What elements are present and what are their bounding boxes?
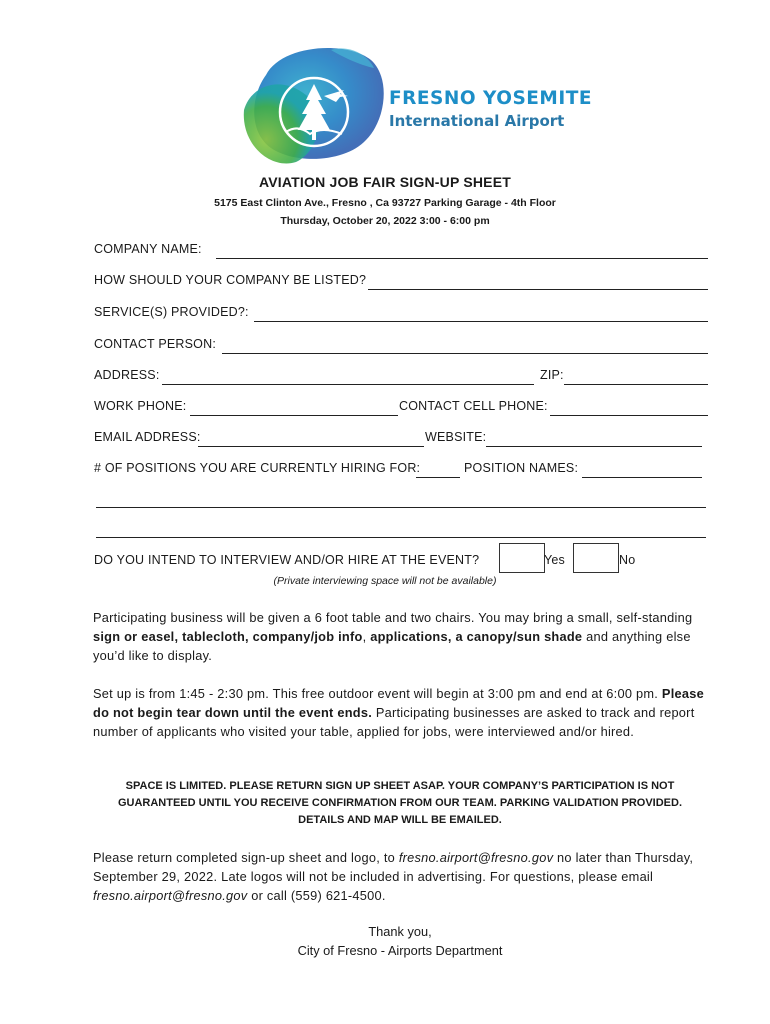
return-text-mid: no later than Thursday, September 29, 2022. Late logos will not be included in advertising. For questions, please email <box>93 850 694 884</box>
contact-person-row <box>94 337 708 357</box>
return-paragraph <box>93 848 707 905</box>
table-info-text: Participating business will be given a 6 foot table and two chairs. You may bring a small, self-standing <box>93 610 693 625</box>
table-info-bold-items-2: applications, a canopy/sun shade <box>370 629 583 644</box>
yes-label: Yes <box>544 553 565 567</box>
website-field[interactable] <box>486 446 702 447</box>
company-name-field[interactable] <box>216 258 708 259</box>
services-field[interactable] <box>254 321 708 322</box>
no-label: No <box>619 553 636 567</box>
zip-field[interactable] <box>564 384 708 385</box>
positions-row <box>94 461 708 481</box>
interview-row <box>94 553 708 573</box>
no-checkbox[interactable] <box>573 543 619 573</box>
cell-phone-label: CONTACT CELL PHONE: <box>399 399 548 413</box>
position-names-field[interactable] <box>582 477 702 478</box>
position-names-extra-line-2[interactable] <box>96 537 706 538</box>
positions-count-field[interactable] <box>416 477 460 478</box>
services-label: SERVICE(S) PROVIDED?: <box>94 305 249 319</box>
work-phone-field[interactable] <box>190 415 398 416</box>
return-text: Please return completed sign-up sheet and logo, to <box>93 850 399 865</box>
address-row <box>94 368 708 388</box>
phone-row <box>94 399 708 419</box>
airport-logo <box>236 40 596 170</box>
yes-checkbox[interactable] <box>499 543 545 573</box>
table-info-text-end: and anything else you’d like to display. <box>93 629 691 663</box>
position-names-label: POSITION NAMES: <box>464 461 579 475</box>
watercolor-tree-emblem-icon <box>236 40 396 170</box>
return-text-end: or call (559) 621-4500. <box>247 888 386 903</box>
event-datetime: Thursday, October 20, 2022 3:00 - 6:00 pm <box>280 215 490 227</box>
notice-block <box>90 778 710 829</box>
cell-phone-field[interactable] <box>550 415 708 416</box>
page-title: AVIATION JOB FAIR SIGN-UP SHEET <box>258 174 511 190</box>
company-listing-row <box>94 273 708 293</box>
notice-line-3: DETAILS AND MAP WILL BE EMAILED. <box>298 814 502 826</box>
contact-person-field[interactable] <box>222 353 708 354</box>
setup-text-end: Participating businesses are asked to track and report number of applicants who visited your table, applied for jobs, were interviewed and/or hired. <box>93 705 695 739</box>
company-listing-label: HOW SHOULD YOUR COMPANY BE LISTED? <box>94 273 367 287</box>
teardown-warning: Please do not begin tear down until the event ends. <box>93 686 704 720</box>
notice-line-2: GUARANTEED UNTIL YOU RECEIVE CONFIRMATION FROM OUR TEAM. PARKING VALIDATION PROVIDED. <box>117 797 683 809</box>
questions-email-link[interactable]: fresno.airport@fresno.gov <box>93 888 248 903</box>
table-info-bold-items: sign or easel, tablecloth, company/job info <box>93 629 363 644</box>
contact-person-label: CONTACT PERSON: <box>94 337 216 351</box>
thank-you: Thank you, <box>368 924 432 939</box>
table-info-sep: , <box>362 629 371 644</box>
company-listing-field[interactable] <box>368 289 708 290</box>
return-email-link[interactable]: fresno.airport@fresno.gov <box>398 850 554 865</box>
signoff: City of Fresno - Airports Department <box>297 943 503 958</box>
work-phone-label: WORK PHONE: <box>94 399 187 413</box>
email-row <box>94 430 708 450</box>
company-name-row <box>94 242 708 262</box>
services-row <box>94 305 708 325</box>
table-info-paragraph <box>93 608 707 665</box>
setup-paragraph <box>93 684 707 741</box>
notice-line-1: SPACE IS LIMITED. PLEASE RETURN SIGN UP SHEET ASAP. YOUR COMPANY’S PARTICIPATION IS NOT <box>125 780 675 792</box>
website-label: WEBSITE: <box>425 430 487 444</box>
position-names-extra-line-1[interactable] <box>96 507 706 508</box>
email-field[interactable] <box>198 446 424 447</box>
brand-name-line1: FRESNO YOSEMITE <box>389 88 592 109</box>
address-label: ADDRESS: <box>94 368 160 382</box>
event-address: 5175 East Clinton Ave., Fresno , Ca 93727 Parking Garage - 4th Floor <box>214 197 556 209</box>
setup-text: Set up is from 1:45 - 2:30 pm. This free outdoor event will begin at 3:00 pm and end at 6:00 pm. <box>93 686 662 701</box>
brand-name-line2: International Airport <box>389 112 565 130</box>
positions-count-label: # OF POSITIONS YOU ARE CURRENTLY HIRING FOR: <box>94 461 421 475</box>
email-label: EMAIL ADDRESS: <box>94 430 201 444</box>
interview-question-label: DO YOU INTEND TO INTERVIEW AND/OR HIRE AT THE EVENT? <box>94 553 480 567</box>
interview-note: (Private interviewing space will not be available) <box>273 575 497 587</box>
company-name-label: COMPANY NAME: <box>94 242 202 256</box>
zip-label: ZIP: <box>540 368 564 382</box>
address-field[interactable] <box>162 384 534 385</box>
